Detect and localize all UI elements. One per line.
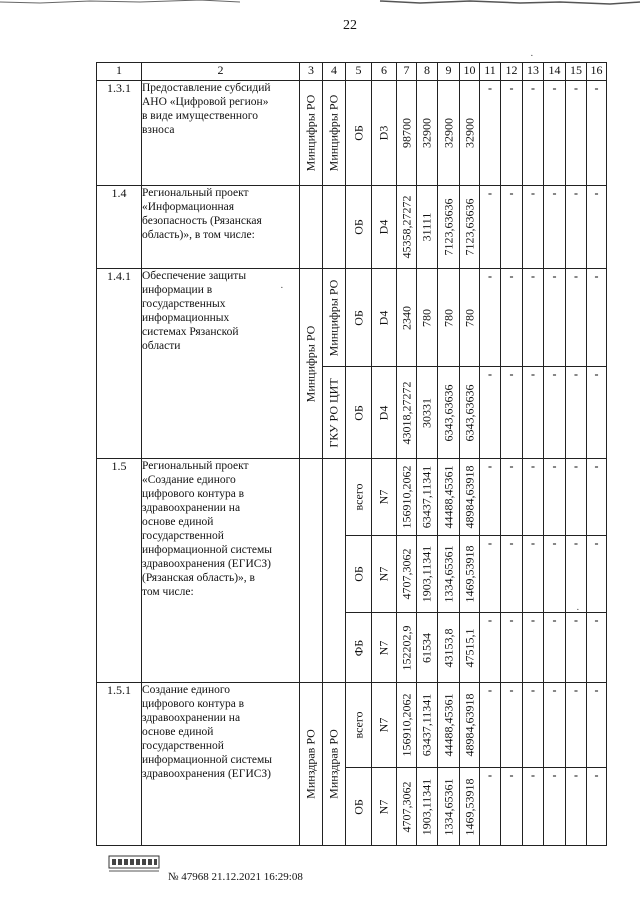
participant-cell: Минздрав РО [323,683,346,846]
executor-cell: Минцифры РО [300,81,323,186]
value-cell: 1903,11341 [417,768,438,846]
value-cell: 156910,2062 [397,459,417,536]
dash-cell: - [501,186,523,269]
value-cell: 780 [417,269,438,367]
participant-cell: Минцифры РО [323,269,346,367]
value-cell: 44488,45361 [438,459,460,536]
dash-cell: - [523,613,544,683]
dash-cell: - [587,459,607,536]
participant-cell: Минцифры РО [323,81,346,186]
dash-cell: - [566,269,587,367]
dash-cell: - [587,186,607,269]
empty-cell [300,186,323,269]
scan-edge-artifact [0,0,640,6]
dash-cell: - [566,459,587,536]
value-cell: 4707,3062 [397,768,417,846]
header-cell: 7 [397,63,417,81]
registry-stamp-icon [108,852,160,874]
funding-source-cell: ОБ [346,768,372,846]
dash-cell: - [480,186,501,269]
executor-cell: Минцифры РО [300,269,323,459]
dash-cell: - [544,367,566,459]
dash-cell: - [587,269,607,367]
scan-speck: · [576,604,580,616]
header-cell: 10 [460,63,480,81]
header-cell: 6 [372,63,397,81]
row-name: Региональный проект «Создание единого цифрового контура в здравоохранении на основе единой государственной информационной системы здравоохранения (ЕГИСЗ) (Рязанская область)», в том числе: [142,459,300,683]
dash-cell: - [587,613,607,683]
row-name: Предоставление субсидий АНО «Цифровой регион» в виде имущественного взноса [142,81,300,186]
dash-cell: - [480,536,501,613]
dash-cell: - [501,683,523,768]
value-cell: 1469,53918 [460,536,480,613]
value-cell: 780 [438,269,460,367]
funding-source-cell: всего [346,683,372,768]
dash-cell: - [566,81,587,186]
dash-cell: - [544,81,566,186]
header-cell: 12 [501,63,523,81]
dash-cell: - [501,768,523,846]
dash-cell: - [544,768,566,846]
dash-cell: - [566,367,587,459]
value-cell: 2340 [397,269,417,367]
funding-source-cell: ОБ [346,186,372,269]
dash-cell: - [587,536,607,613]
dash-cell: - [523,536,544,613]
value-cell: 43018,27272 [397,367,417,459]
funding-source-cell: ФБ [346,613,372,683]
empty-cell [300,459,323,683]
dash-cell: - [587,81,607,186]
row-code: 1.4.1 [97,269,142,459]
code-cell: N7 [372,683,397,768]
table-row [97,81,607,186]
row-name: Региональный проект «Информационная безопасность (Рязанская область)», в том числе: [142,186,300,269]
dash-cell: - [587,367,607,459]
funding-source-cell: ОБ [346,81,372,186]
value-cell: 6343,63636 [460,367,480,459]
empty-cell [323,186,346,269]
value-cell: 780 [460,269,480,367]
dash-cell: - [501,269,523,367]
dash-cell: - [566,613,587,683]
value-cell: 61534 [417,613,438,683]
row-code: 1.5.1 [97,683,142,846]
value-cell: 1334,65361 [438,536,460,613]
row-name: Создание единого цифрового контура в здравоохранении на основе единой государственной информационной системы здравоохранения (ЕГИСЗ) [142,683,300,846]
dash-cell: - [501,367,523,459]
dash-cell: - [523,367,544,459]
value-cell: 63437,11341 [417,683,438,768]
header-cell: 4 [323,63,346,81]
value-cell: 98700 [397,81,417,186]
table-row [97,269,607,367]
value-cell: 1469,53918 [460,768,480,846]
scan-speck: · [530,50,534,62]
code-cell: N7 [372,536,397,613]
dash-cell: - [544,536,566,613]
dash-cell: - [544,613,566,683]
row-code: 1.4 [97,186,142,269]
dash-cell: - [566,683,587,768]
code-cell: N7 [372,613,397,683]
header-cell: 11 [480,63,501,81]
row-name: Обеспечение защиты информации в государственных информационных системах Рязанской области [142,269,300,459]
dash-cell: - [480,269,501,367]
dash-cell: - [566,768,587,846]
row-code: 1.3.1 [97,81,142,186]
dash-cell: - [544,186,566,269]
funding-source-cell: ОБ [346,269,372,367]
dash-cell: - [523,81,544,186]
header-cell: 8 [417,63,438,81]
page-number: 22 [343,18,357,33]
header-cell: 2 [142,63,300,81]
document-registration-number: № 47968 21.12.2021 16:29:08 [168,871,303,883]
header-cell: 14 [544,63,566,81]
code-cell: N7 [372,459,397,536]
dash-cell: - [501,613,523,683]
value-cell: 7123,63636 [438,186,460,269]
dash-cell: - [480,683,501,768]
dash-cell: - [587,768,607,846]
value-cell: 156910,2062 [397,683,417,768]
dash-cell: - [523,768,544,846]
funding-source-cell: всего [346,459,372,536]
dash-cell: - [480,367,501,459]
participant-cell: ГКУ РО ЦИТ [323,367,346,459]
value-cell: 7123,63636 [460,186,480,269]
header-cell: 9 [438,63,460,81]
value-cell: 63437,11341 [417,459,438,536]
dash-cell: - [480,768,501,846]
dash-cell: - [501,536,523,613]
value-cell: 1903,11341 [417,536,438,613]
dash-cell: - [544,683,566,768]
code-cell: D3 [372,81,397,186]
dash-cell: - [523,186,544,269]
dash-cell: - [544,459,566,536]
dash-cell: - [501,81,523,186]
code-cell: D4 [372,269,397,367]
code-cell: D4 [372,367,397,459]
executor-cell: Минздрав РО [300,683,323,846]
header-cell: 3 [300,63,323,81]
header-cell: 16 [587,63,607,81]
value-cell: 47515,1 [460,613,480,683]
value-cell: 44488,45361 [438,683,460,768]
value-cell: 43153,8 [438,613,460,683]
value-cell: 30331 [417,367,438,459]
table-row [97,683,607,768]
dash-cell: - [480,81,501,186]
row-code: 1.5 [97,459,142,683]
budget-table [96,62,607,846]
value-cell: 4707,3062 [397,536,417,613]
dash-cell: - [566,186,587,269]
dash-cell: - [480,459,501,536]
dash-cell: - [587,683,607,768]
value-cell: 32900 [460,81,480,186]
empty-cell [323,459,346,683]
dash-cell: - [566,536,587,613]
value-cell: 152202,9 [397,613,417,683]
value-cell: 1334,65361 [438,768,460,846]
value-cell: 48984,63918 [460,459,480,536]
header-cell: 13 [523,63,544,81]
value-cell: 31111 [417,186,438,269]
header-row [97,63,607,81]
code-cell: N7 [372,768,397,846]
code-cell: D4 [372,186,397,269]
table-row [97,186,607,269]
dash-cell: - [501,459,523,536]
value-cell: 45358,27272 [397,186,417,269]
header-cell: 1 [97,63,142,81]
header-cell: 5 [346,63,372,81]
dash-cell: - [523,683,544,768]
value-cell: 32900 [438,81,460,186]
dash-cell: - [544,269,566,367]
funding-source-cell: ОБ [346,367,372,459]
dash-cell: - [523,459,544,536]
funding-source-cell: ОБ [346,536,372,613]
header-cell: 15 [566,63,587,81]
dash-cell: - [523,269,544,367]
value-cell: 32900 [417,81,438,186]
scan-speck: · [280,282,284,294]
value-cell: 6343,63636 [438,367,460,459]
dash-cell: - [480,613,501,683]
value-cell: 48984,63918 [460,683,480,768]
table-row [97,459,607,536]
